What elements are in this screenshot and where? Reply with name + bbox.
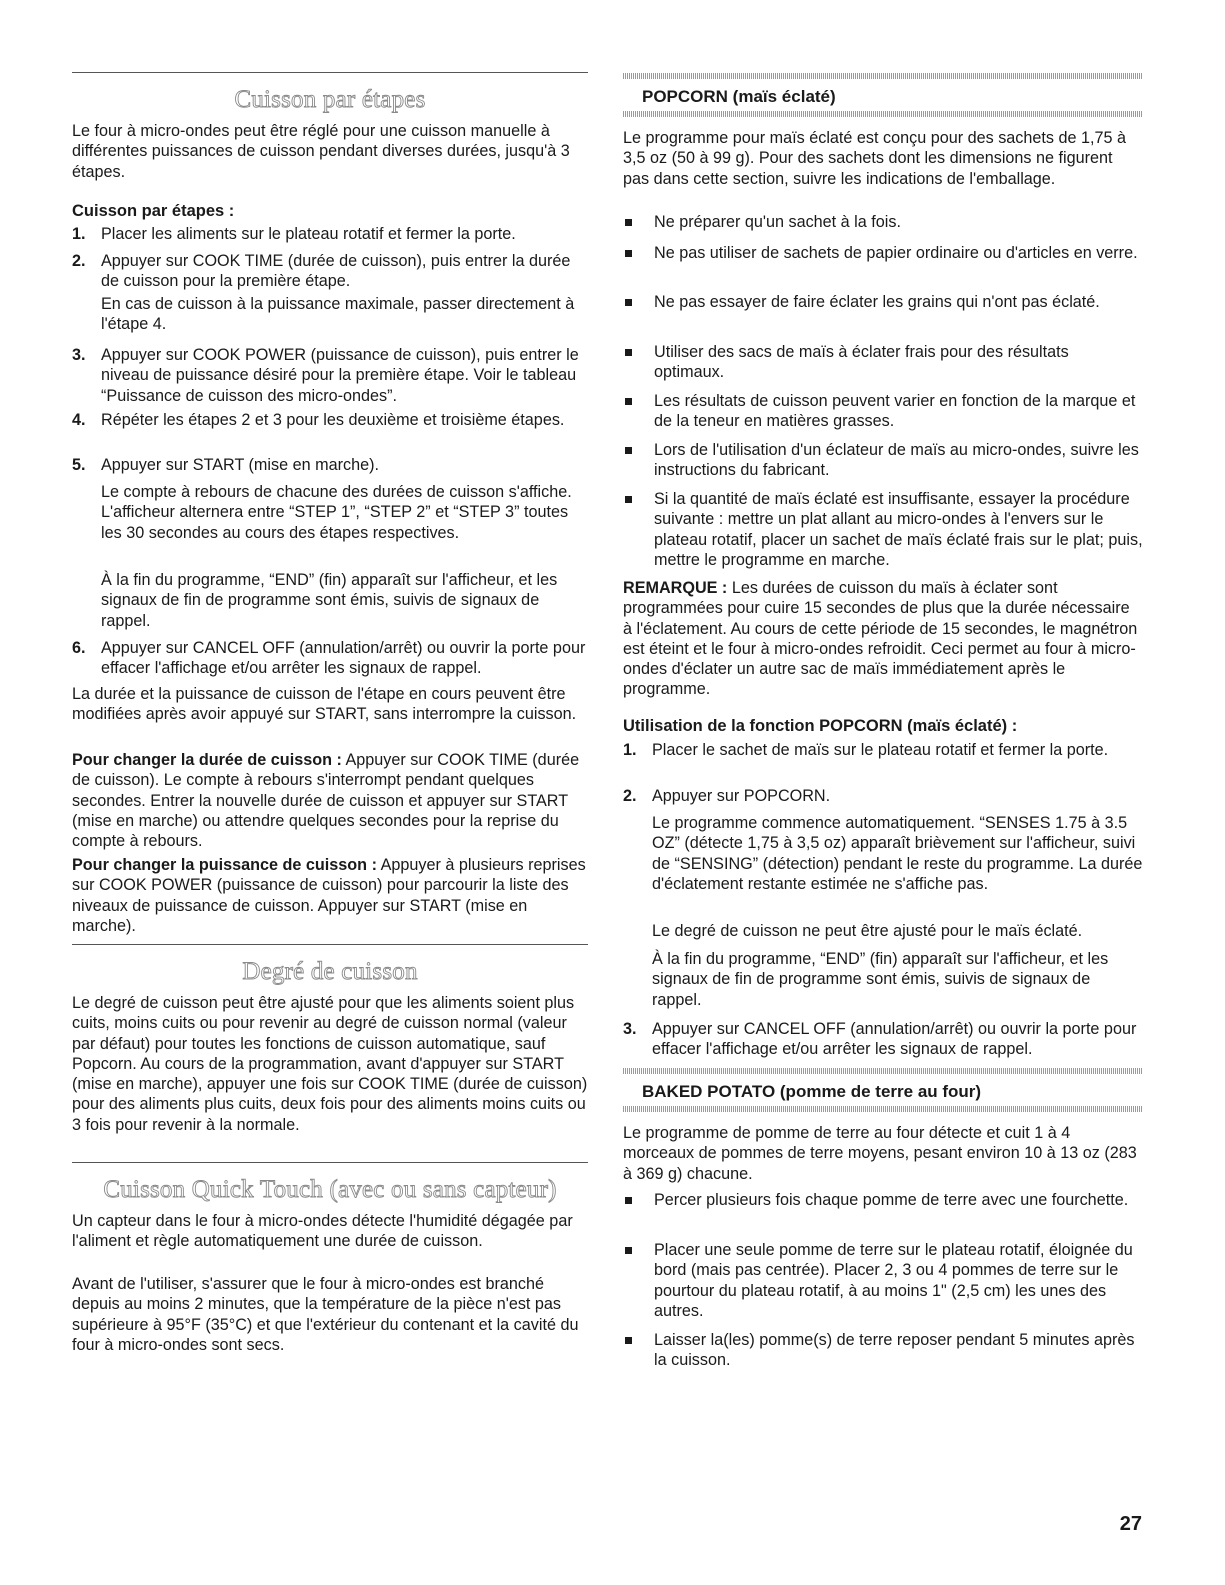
heading-band-top bbox=[623, 73, 1143, 79]
potato-intro: Le programme de pomme de terre au four détecte et cuit 1 à 4 morceaux de pommes de terre moyens, pesant environ 10 à 13 oz (283 à 369 g) chacune. bbox=[623, 1124, 1137, 1183]
heading-band-bottom bbox=[623, 111, 1143, 117]
section-divider bbox=[72, 72, 588, 73]
section-divider bbox=[72, 1162, 588, 1163]
popcorn-intro: Le programme pour maïs éclaté est conçu pour des sachets de 1,75 à 3,5 oz (50 à 99 g). Pour des sachets dont les dimensions ne figurent pas dans cette section, suivre les indications de l'emballage. bbox=[623, 129, 1126, 188]
section-title-doneness: Degré de cuisson bbox=[242, 958, 418, 985]
change-time-paragraph: Pour changer la durée de cuisson : Appuyer sur COOK TIME (durée de cuisson). Le compte à rebours s'interrompt pendant quelques secondes. Entrer la nouvelle durée de cuisson et appuyer sur START (mise en marche) ou attendre quelques secondes pour la reprise du compte à rebours. bbox=[72, 751, 580, 851]
doneness-text: Le degré de cuisson peut être ajusté pour que les aliments soient plus cuits, moins cuits ou pour revenir au degré de cuisson normal (valeur par défaut) pour toutes les fonctions de cuisson automatique, sauf Popcorn. Au cours de la programmation, avant d'appuyer sur START (mise en marche), appuyer une fois sur COOK TIME (durée de cuisson) pour des aliments plus cuits, deux fois pour des aliments moins cuits ou 3 fois pour revenir à la normale. bbox=[72, 994, 588, 1134]
multistage-after: La durée et la puissance de cuisson de l'étape en cours peuvent être modifiées après avoir appuyé sur START, sans interrompre la cuisson. bbox=[72, 685, 577, 724]
popcorn-remark: REMARQUE : Les durées de cuisson du maïs à éclater sont programmées pour cuire 15 secondes de plus que la durée nécessaire à l'éclatement. Au cours de cette période de 15 secondes, le magnétron est éteint et le four à micro-ondes refroidit. Ceci permet au four à micro-ondes d'éclater un autre sac de maïs immédiatement après le programme. bbox=[623, 579, 1138, 699]
section-title-quicktouch: Cuisson Quick Touch (avec ou sans capteur) bbox=[103, 1176, 557, 1203]
quicktouch-p1: Un capteur dans le four à micro-ondes détecte l'humidité dégagée par l'aliment et règle automatiquement une durée de cuisson. bbox=[72, 1212, 573, 1251]
change-power-paragraph: Pour changer la puissance de cuisson : Appuyer à plusieurs reprises sur COOK POWER (puissance de cuisson) pour parcourir la liste des niveaux de puissance de cuisson. Appuyer sur START (mise en marche). bbox=[72, 856, 586, 935]
multistage-intro: Le four à micro-ondes peut être réglé pour une cuisson manuelle à différentes puissances de cuisson pendant diverses durées, jusqu'à 3 étapes. bbox=[72, 122, 570, 181]
quicktouch-p2: Avant de l'utiliser, s'assurer que le four à micro-ondes est branché depuis au moins 2 minutes, que la température de la pièce n'est pas supérieure à 95°F (35°C) et que l'extérieur du contenant et la cavité du four à micro-ondes sont secs. bbox=[72, 1275, 579, 1354]
section-divider bbox=[72, 944, 588, 945]
section-title-multistage: Cuisson par étapes bbox=[234, 86, 426, 113]
popcorn-heading: POPCORN (maïs éclaté) bbox=[642, 87, 836, 106]
multistage-subhead: Cuisson par étapes : bbox=[72, 202, 235, 220]
heading-band-top bbox=[623, 1068, 1143, 1074]
potato-heading: BAKED POTATO (pomme de terre au four) bbox=[642, 1082, 982, 1101]
popcorn-subhead: Utilisation de la fonction POPCORN (maïs éclaté) : bbox=[623, 717, 1018, 735]
heading-band-bottom bbox=[623, 1106, 1143, 1112]
page-number: 27 bbox=[1119, 1513, 1142, 1535]
